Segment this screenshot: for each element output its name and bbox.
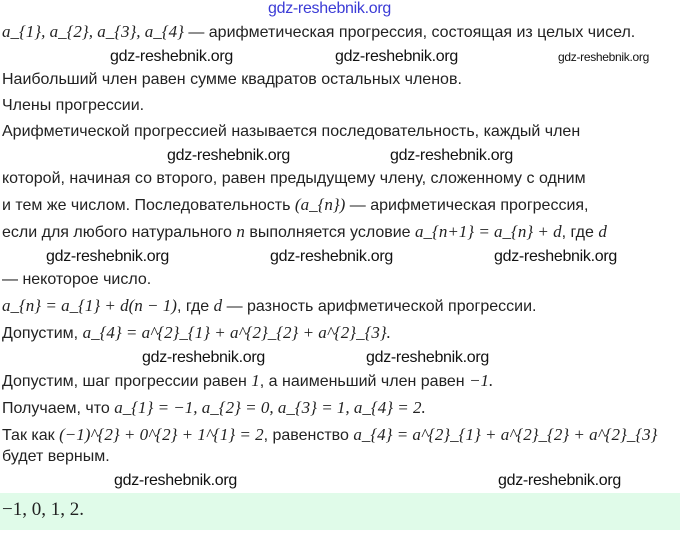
math-expression: a_{1}, a_{2}, a_{3}, a_{4} — [2, 22, 184, 41]
watermark: gdz-reshebnik.org — [167, 147, 290, 164]
text-segment: , а наименьший член равен — [259, 373, 470, 390]
text-segment: Допустим, шаг прогрессии равен — [2, 373, 252, 390]
text-segment: — разность арифметической прогрессии. — [222, 298, 537, 315]
watermark: gdz-reshebnik.org — [335, 48, 458, 65]
math-expression: (−1)^{2} + 0^{2} + 1^{1} = 2 — [59, 425, 264, 444]
watermark-row — [2, 349, 678, 367]
watermark: gdz-reshebnik.org — [142, 349, 265, 366]
math-expression: 1 — [251, 371, 260, 390]
text-line — [2, 194, 678, 216]
text-segment: Наибольший член равен сумме квадратов остальных членов. — [2, 71, 462, 88]
answer-box — [0, 493, 680, 530]
watermark: gdz-reshebnik.org — [390, 147, 513, 164]
text-segment: которой, начиная со второго, равен предыдущему члену, сложенному с одним — [2, 170, 586, 187]
text-line — [2, 397, 678, 419]
text-segment: Так как — [2, 427, 60, 444]
text-segment: Получаем, что — [2, 400, 115, 417]
math-expression: d — [213, 296, 223, 315]
text-line — [2, 322, 678, 344]
watermark: gdz-reshebnik.org — [110, 48, 233, 65]
text-segment: Допустим, — [2, 325, 83, 342]
math-expression: a_{n} = a_{1} + d(n − 1) — [2, 296, 177, 315]
text-line — [2, 269, 678, 290]
text-segment: — арифметическая прогрессия, состоящая из целых чисел. — [183, 24, 636, 41]
text-line — [2, 424, 678, 467]
text-segment: и тем же числом. Последовательность — [2, 197, 295, 214]
watermark: gdz-reshebnik.org — [46, 248, 169, 265]
text-segment: Арифметической прогрессией называется последовательность, каждый член — [2, 123, 581, 140]
watermark: gdz-reshebnik.org — [366, 349, 489, 366]
math-expression: (a_{n}) — [294, 195, 346, 214]
text-line — [2, 295, 678, 317]
watermark: gdz-reshebnik.org — [268, 0, 391, 17]
text-line — [2, 370, 678, 392]
text-segment: будет верным. — [2, 448, 110, 465]
text-segment: , где — [561, 224, 599, 241]
math-expression: n — [236, 222, 245, 241]
text-segment: , где — [176, 298, 214, 315]
math-expression: −1. — [469, 371, 494, 390]
text-line — [2, 21, 678, 43]
text-segment: если для любого натурального — [2, 224, 237, 241]
watermark-row — [2, 472, 678, 490]
watermark-row — [2, 48, 678, 66]
math-expression: a_{4} = a^{2}_{1} + a^{2}_{2} + a^{2}_{3} — [353, 425, 658, 444]
solution-text — [0, 21, 680, 490]
watermark: gdz-reshebnik.org — [498, 472, 621, 489]
text-line — [2, 121, 678, 142]
watermark-row — [2, 248, 678, 266]
watermark-row — [0, 0, 680, 18]
math-expression: d — [598, 222, 607, 241]
text-segment: — некоторое число. — [2, 271, 152, 288]
text-segment: Члены прогрессии. — [2, 97, 145, 114]
answer-text: −1, 0, 1, 2. — [2, 499, 84, 520]
text-segment: — арифметическая прогрессия, — [345, 197, 589, 214]
text-line — [2, 168, 678, 189]
text-line — [2, 69, 678, 90]
math-expression: a_{1} = −1, a_{2} = 0, a_{3} = 1, a_{4} = 2. — [114, 398, 426, 417]
watermark: gdz-reshebnik.org — [558, 50, 649, 64]
text-line — [2, 221, 678, 243]
math-expression: a_{4} = a^{2}_{1} + a^{2}_{2} + a^{2}_{3}. — [82, 323, 391, 342]
watermark: gdz-reshebnik.org — [494, 248, 617, 265]
text-segment: , равенство — [263, 427, 354, 444]
watermark: gdz-reshebnik.org — [270, 248, 393, 265]
text-segment: выполняется условие — [244, 224, 416, 241]
math-expression: a_{n+1} = a_{n} + d — [415, 222, 562, 241]
watermark: gdz-reshebnik.org — [114, 472, 237, 489]
watermark-row — [2, 147, 678, 165]
text-line — [2, 95, 678, 116]
